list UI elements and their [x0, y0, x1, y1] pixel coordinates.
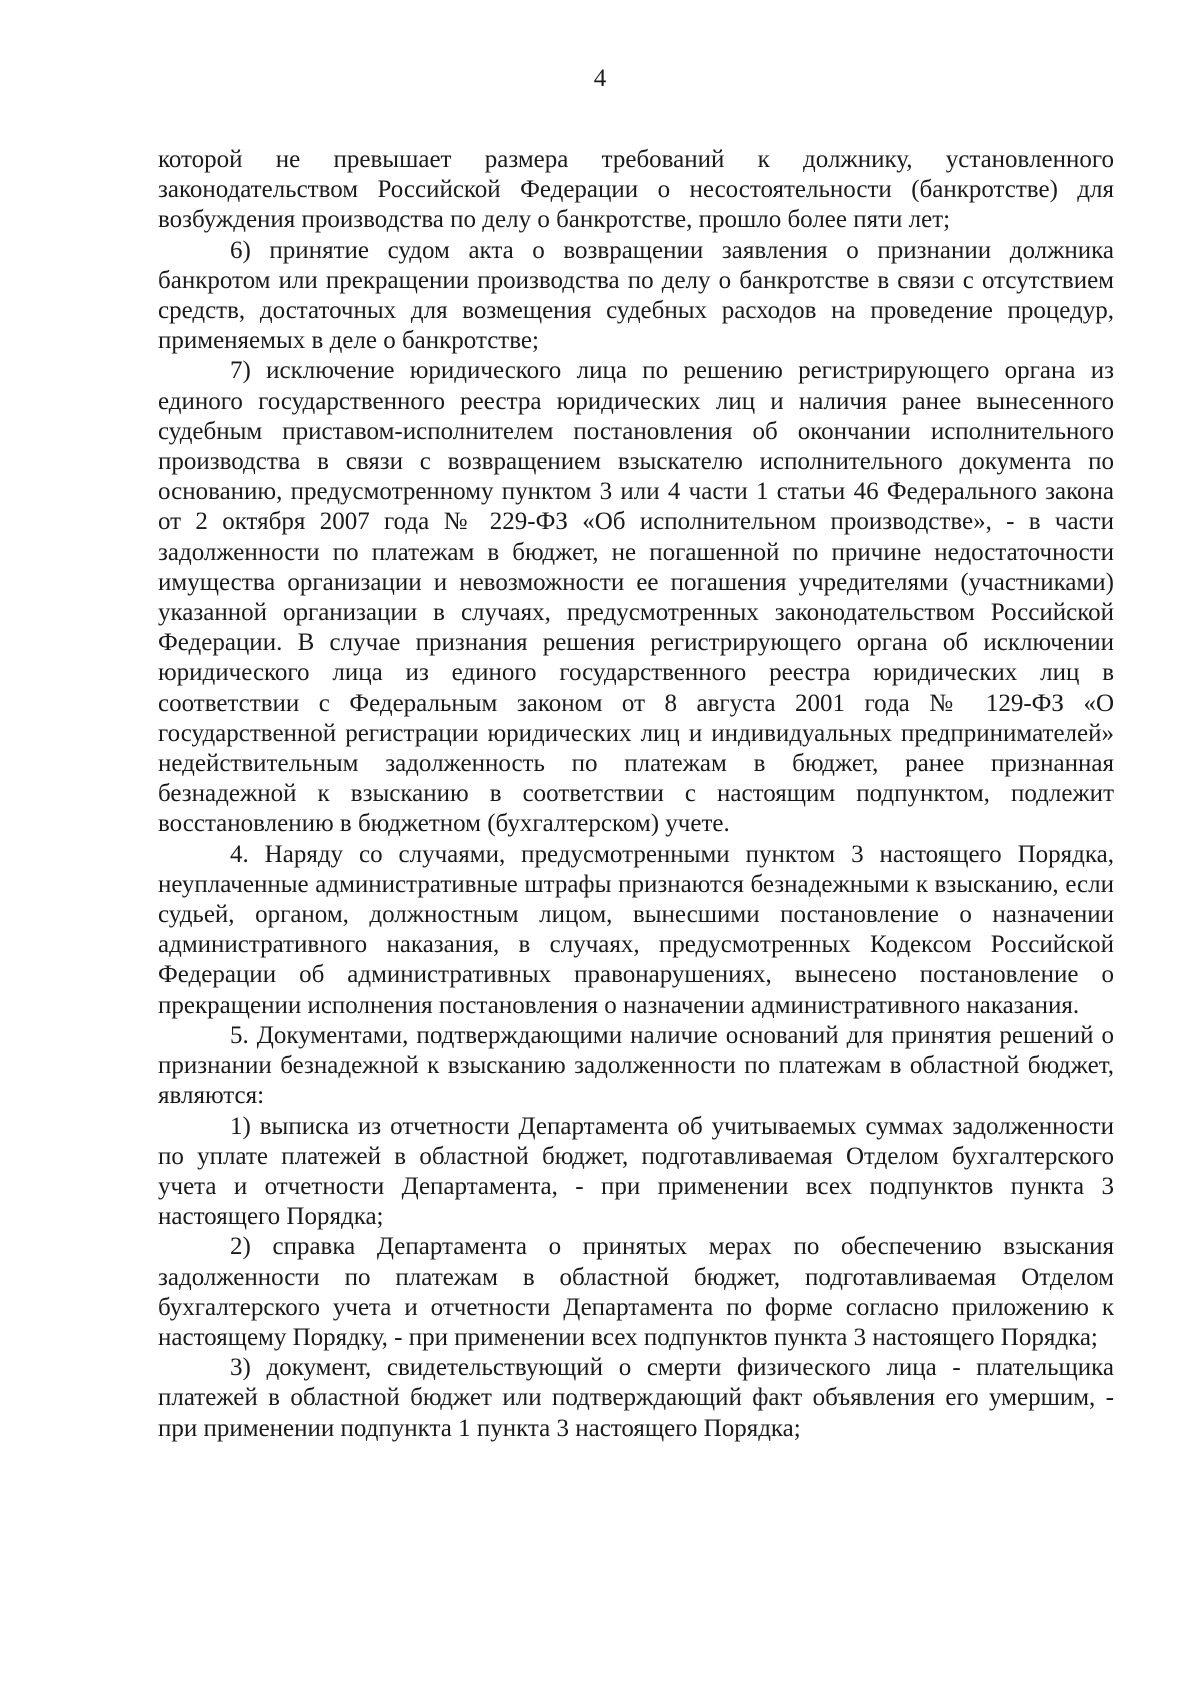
paragraph-doc-1: 1) выписка из отчетности Департамента об учитываемых суммах задолженности по уплате платежей в областной бюджет, подготавливаемая Отделом бухгалтерского учета и отчетности Департамента, - при применении всех подпунктов пункта 3 настоящего Порядка;	[158, 1112, 1114, 1231]
paragraph-item-5: 5. Документами, подтверждающими наличие оснований для принятия решений о признании безнадежной к взысканию задолженности по платежам в областной бюджет, являются:	[158, 1021, 1114, 1110]
paragraph-doc-2: 2) справка Департамента о принятых мерах по обеспечению взыскания задолженности по платежам в областной бюджет, подготавливаемая Отделом бухгалтерского учета и отчетности Департамента по форме согласно приложению к настоящему Порядку, - при применении всех подпунктов пункта 3 настоящего Порядка;	[158, 1233, 1114, 1351]
paragraph-doc-3: 3) документ, свидетельствующий о смерти физического лица - плательщика платежей в областной бюджет или подтверждающий факт объявления его умершим, - при применении подпункта 1 пункта 3 настоящего Порядка;	[158, 1354, 1114, 1442]
paragraph-subitem-6: 6) принятие судом акта о возвращении заявления о признании должника банкротом или прекращении производства по делу о банкротстве в связи с отсутствием средств, достаточных для возмещения судебных расходов на проведение процедур, применяемых в деле о банкротстве;	[158, 236, 1114, 355]
paragraph-item-4: 4. Наряду со случаями, предусмотренными пунктом 3 настоящего Порядка, неуплаченные административные штрафы признаются безнадежными к взысканию, если судьей, органом, должностным лицом, вынесшими постановление о назначении административного наказания, в случаях, предусмотренных Кодексом Российской Федерации об административных правонарушениях, вынесено постановление о прекращении исполнения постановления о назначении административного наказания.	[158, 840, 1114, 1019]
paragraph-continuation: которой не превышает размера требований к должнику, установленного законодательством Российской Федерации о несостоятельности (банкротстве) для возбуждения производства по делу о банкротстве, прошло более пяти лет;	[158, 146, 1114, 234]
document-body	[158, 145, 1114, 1444]
page-number: 4	[593, 65, 607, 92]
paragraph-subitem-7: 7) исключение юридического лица по решению регистрирующего органа из единого государственного реестра юридических лиц и наличия ранее вынесенного судебным приставом-исполнителем постановления об окончании исполнительного производства в связи с возвращением взыскателю исполнительного документа по основанию, предусмотренному пунктом 3 или 4 части 1 статьи 46 Федерального закона от 2 октября 2007 года № 229-ФЗ «Об исполнительном производстве», - в части задолженности по платежам в бюджет, не погашенной по причине недостаточности имущества организации и невозможности ее погашения учредителями (участниками) указанной организации в случаях, предусмотренных законодательством Российской Федерации. В случае признания решения регистрирующего органа об исключении юридического лица из единого государственного реестра юридических лиц в соответствии с Федеральным законом от 8 августа 2001 года № 129-ФЗ «О государственной регистрации юридических лиц и индивидуальных предпринимателей» недействительным задолженность по платежам в бюджет, ранее признанная безнадежной к взысканию в соответствии с настоящим подпунктом, подлежит восстановлению в бюджетном (бухгалтерском) учете.	[158, 357, 1114, 838]
